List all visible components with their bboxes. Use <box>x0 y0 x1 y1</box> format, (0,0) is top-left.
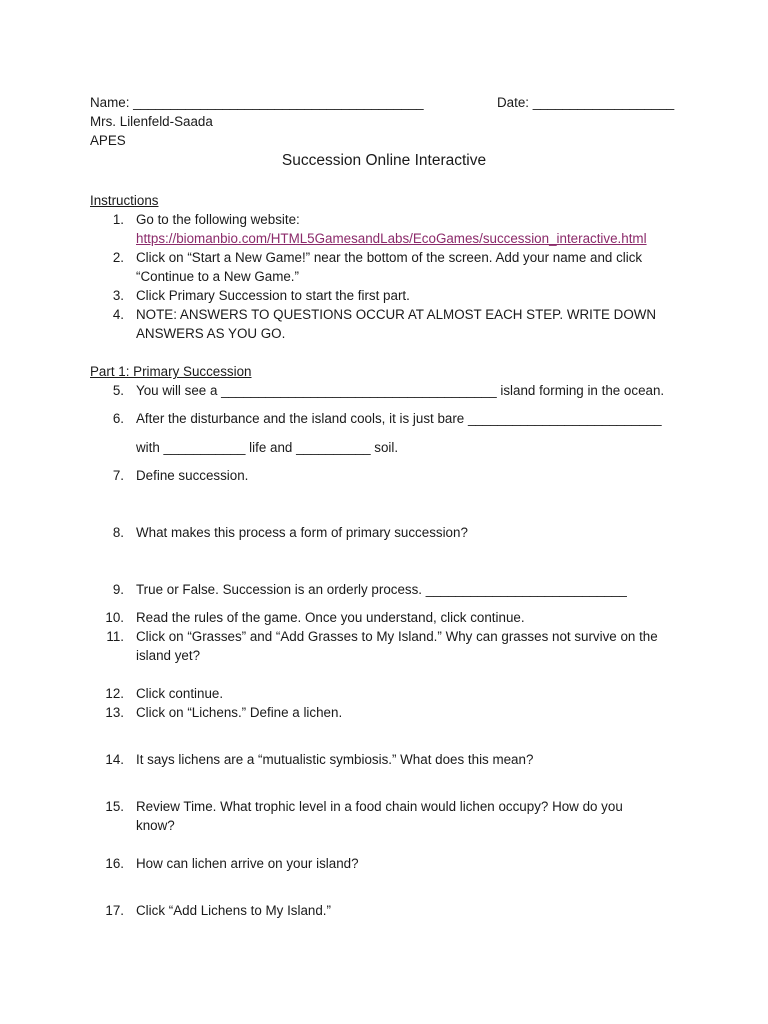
question-text: How can lichen arrive on your island? <box>136 856 359 871</box>
question-text: What makes this process a form of primary succession? <box>136 525 468 540</box>
item-number: 9. <box>112 582 124 597</box>
question-text: Click continue. <box>136 686 224 701</box>
item-number: 15. <box>105 799 124 814</box>
item-text: Go to the following website: <box>136 212 300 227</box>
question-text: Click on “Lichens.” Define a lichen. <box>136 705 343 720</box>
item-number: 3. <box>112 288 124 303</box>
date-field: Date: ___________________ <box>497 95 675 110</box>
question-text: True or False. Succession is an orderly process. ___________________________ <box>136 582 627 597</box>
item-text: NOTE: ANSWERS TO QUESTIONS OCCUR AT ALMOST EACH STEP. WRITE DOWN <box>136 307 657 322</box>
item-number: 10. <box>105 610 124 625</box>
item-number: 7. <box>112 468 124 483</box>
item-number: 13. <box>105 705 124 720</box>
teacher-name: Mrs. Lilenfeld-Saada <box>90 114 213 129</box>
instructions-heading: Instructions <box>90 193 159 208</box>
item-text: ANSWERS AS YOU GO. <box>136 326 286 341</box>
question-text: with ___________ life and __________ soil. <box>136 440 399 455</box>
question-text: Define succession. <box>136 468 249 483</box>
item-number: 12. <box>105 686 124 701</box>
item-number: 4. <box>112 307 124 322</box>
question-text: island yet? <box>136 648 201 663</box>
question-text: Click on “Grasses” and “Add Grasses to My Island.” Why can grasses not survive on the <box>136 629 658 644</box>
item-number: 1. <box>112 212 124 227</box>
item-text: “Continue to a New Game.” <box>136 269 299 284</box>
item-number: 6. <box>112 411 124 426</box>
item-number: 2. <box>112 250 124 265</box>
item-number: 8. <box>112 525 124 540</box>
item-text: Click Primary Succession to start the first part. <box>136 288 410 303</box>
question-text: You will see a _____________________________________ island forming in the ocean. <box>136 383 665 398</box>
question-text: It says lichens are a “mutualistic symbiosis.” What does this mean? <box>136 752 534 767</box>
item-text: Click on “Start a New Game!” near the bottom of the screen. Add your name and click <box>136 250 643 265</box>
question-text: Review Time. What trophic level in a food chain would lichen occupy? How do you <box>136 799 623 814</box>
website-link[interactable]: https://biomanbio.com/HTML5GamesandLabs/EcoGames/succession_interactive.html <box>136 231 647 246</box>
course-name: APES <box>90 133 126 148</box>
question-text: know? <box>136 818 175 833</box>
item-number: 5. <box>112 383 124 398</box>
name-field: Name: _______________________________________ <box>90 95 424 110</box>
part1-heading: Part 1: Primary Succession <box>90 364 252 379</box>
page-title: Succession Online Interactive <box>281 152 487 169</box>
question-text: Read the rules of the game. Once you understand, click continue. <box>136 610 525 625</box>
item-number: 14. <box>105 752 124 767</box>
item-number: 16. <box>105 856 124 871</box>
item-number: 11. <box>106 629 124 644</box>
item-number: 17. <box>105 903 124 918</box>
question-text: Click “Add Lichens to My Island.” <box>136 903 331 918</box>
question-text: After the disturbance and the island cools, it is just bare __________________________ <box>136 411 662 426</box>
